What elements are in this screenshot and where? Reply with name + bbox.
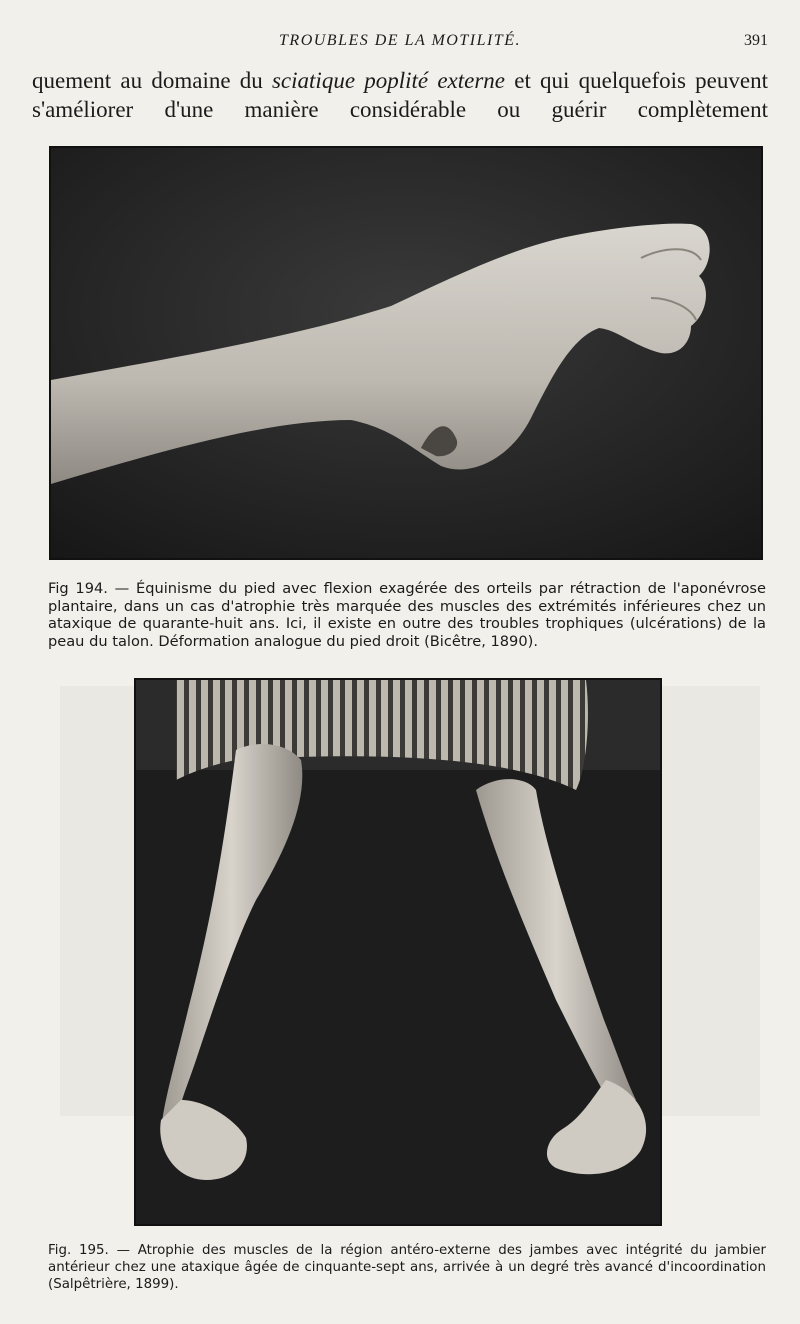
figure-194-number: Fig 194. bbox=[48, 580, 108, 597]
page-number: 391 bbox=[744, 32, 768, 49]
figure-195-text: — Atrophie des muscles de la région antéro-externe des jambes avec intégrité du jambier antérieur chez une ataxique âgée de cinquante-sept ans, arrivée à un degré très avancé d'incoordination (Salpêtrière, 1899). bbox=[48, 1243, 766, 1292]
legs-illustration bbox=[136, 680, 660, 1224]
body-text-1: quement au domaine du bbox=[32, 68, 272, 93]
body-text-2: et qui quelquefois peuvent s'améliorer d'une manière considérable ou guérir complètement bbox=[32, 68, 768, 122]
figure-195-photo bbox=[134, 678, 662, 1226]
figure-195-caption bbox=[48, 1242, 766, 1293]
running-head: TROUBLES DE LA MOTILITÉ. bbox=[279, 32, 521, 49]
figure-194-text: — Équinisme du pied avec flexion exagérée des orteils par rétraction de l'aponévrose plantaire, dans un cas d'atrophie très marquée des muscles des extrémités inférieures chez un ataxique de quarante-huit ans. Ici, il existe en outre des troubles trophiques (ulcérations) de la peau du talon. Déformation analogue du pied droit (Bicêtre, 1890). bbox=[48, 580, 767, 650]
figure-195-number: Fig. 195. bbox=[48, 1243, 109, 1258]
body-italic: sciatique poplité externe bbox=[271, 68, 506, 93]
foot-illustration bbox=[51, 148, 761, 558]
figure-194-photo bbox=[49, 146, 763, 560]
figure-194-caption bbox=[48, 580, 766, 650]
page-header bbox=[0, 32, 800, 52]
body-paragraph bbox=[32, 66, 768, 124]
